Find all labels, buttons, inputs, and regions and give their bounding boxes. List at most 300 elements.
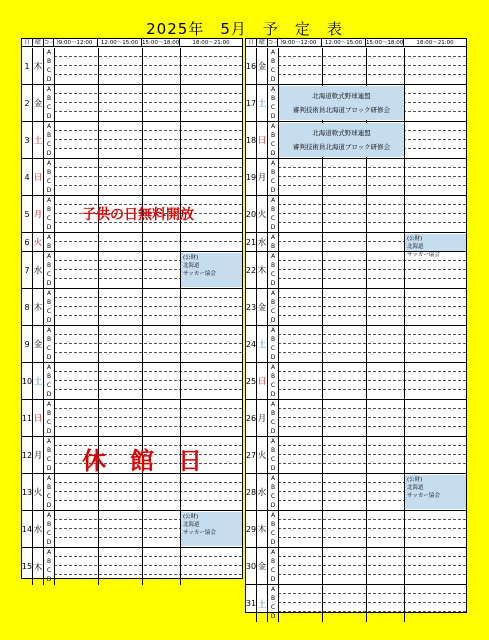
day-row [246, 289, 466, 326]
page-title: 2025年 5月 予 定 表 [146, 20, 343, 38]
note-line: サッカー協会 [407, 252, 440, 258]
court-label: C [270, 567, 276, 574]
court-label: B [270, 484, 276, 491]
court-label: A [46, 475, 52, 482]
court-label: D [46, 280, 52, 287]
column-divider [54, 159, 55, 195]
column-divider [278, 511, 279, 547]
column-divider [142, 511, 143, 547]
court-divider [278, 611, 466, 612]
court-label: C [270, 604, 276, 611]
column-divider [98, 548, 99, 585]
column-divider [322, 548, 323, 584]
court-divider [278, 306, 466, 307]
court-label: A [270, 475, 276, 482]
court-label: D [270, 613, 276, 620]
court-label: B [270, 132, 276, 139]
column-divider [322, 196, 323, 232]
day-number: 4 [22, 159, 33, 195]
column-divider [180, 548, 181, 585]
court-divider [278, 537, 466, 538]
column-divider [54, 437, 55, 473]
court-label: A [46, 234, 52, 241]
day-number: 25 [246, 363, 257, 399]
court-divider [278, 463, 466, 464]
column-divider [54, 122, 55, 158]
column-divider [322, 400, 323, 436]
column-divider [322, 48, 323, 84]
court-divider [278, 602, 466, 603]
day-number: 13 [22, 474, 33, 510]
header-cell: 15:00～18:00 [366, 40, 404, 46]
court-divider [54, 343, 242, 344]
day-number: 22 [246, 252, 257, 288]
court-label: A [46, 549, 52, 556]
day-number: 29 [246, 511, 257, 547]
column-divider [54, 48, 55, 84]
column-divider [54, 289, 55, 325]
day-number: 27 [246, 437, 257, 473]
day-number: 24 [246, 326, 257, 362]
court-label: D [46, 354, 52, 361]
weekday-label: 火 [257, 196, 268, 232]
column-divider [142, 474, 143, 510]
column-divider [366, 48, 367, 84]
day-row [22, 326, 242, 363]
column-divider [404, 585, 405, 622]
court-label: B [46, 243, 52, 250]
header-cell: 9:00～12:00 [278, 39, 322, 47]
court-label: A [270, 123, 276, 130]
column-divider [54, 474, 55, 510]
note-line: (公財) [407, 477, 423, 483]
note-line: 北海道軟式野球連盟 [312, 129, 371, 137]
court-label: A [270, 160, 276, 167]
day-row [246, 548, 466, 585]
weekday-label: 水 [257, 233, 268, 251]
column-divider [142, 85, 143, 121]
court-divider [54, 185, 242, 186]
column-divider [278, 196, 279, 232]
court-label: A [46, 438, 52, 445]
court-label: D [270, 113, 276, 120]
court-label: C [46, 382, 52, 389]
day-row [22, 122, 242, 159]
weekday-label: 日 [257, 363, 268, 399]
column-divider [366, 233, 367, 251]
day-row [22, 233, 242, 252]
court-label: C [270, 104, 276, 111]
court-label: C [270, 530, 276, 537]
court-label: B [46, 410, 52, 417]
column-divider [322, 585, 323, 622]
court-label: C [46, 530, 52, 537]
court-divider [54, 426, 242, 427]
court-label: B [270, 336, 276, 343]
court-divider [278, 556, 466, 557]
court-divider [54, 111, 242, 112]
court-label: A [270, 49, 276, 56]
court-label: D [270, 354, 276, 361]
note-line: サッカー協会 [183, 530, 216, 536]
court-label: A [270, 512, 276, 519]
table-header [246, 39, 466, 47]
court-label: A [46, 197, 52, 204]
court-divider [278, 334, 466, 335]
header-cell: 15:00～18:00 [142, 40, 180, 46]
court-label: C [270, 345, 276, 352]
court-label: B [46, 336, 52, 343]
court-label: A [46, 123, 52, 130]
day-row [22, 85, 242, 122]
header-cell: 曜 [33, 39, 44, 47]
court-label: B [46, 95, 52, 102]
court-divider [278, 74, 466, 75]
column-divider [54, 400, 55, 436]
header-cell: 日 [22, 39, 33, 47]
court-label: D [270, 391, 276, 398]
column-divider [366, 159, 367, 195]
court-label: B [46, 58, 52, 65]
column-divider [322, 437, 323, 473]
column-divider [322, 474, 323, 510]
court-label: D [46, 317, 52, 324]
column-divider [322, 159, 323, 195]
day-number: 14 [22, 511, 33, 547]
column-divider [404, 326, 405, 362]
court-divider [54, 102, 242, 103]
column-divider [98, 289, 99, 325]
weekday-label: 月 [257, 159, 268, 195]
note-line: 北海道軟式野球連盟 [312, 92, 371, 100]
column-divider [404, 548, 405, 584]
court-label: A [270, 327, 276, 334]
header-cell: 18:00～21:00 [416, 40, 454, 46]
court-divider [278, 222, 466, 223]
court-label: B [270, 447, 276, 454]
column-divider [366, 252, 367, 288]
column-divider [366, 326, 367, 362]
column-divider [366, 400, 367, 436]
column-divider [366, 196, 367, 232]
column-divider [98, 159, 99, 195]
day-row [246, 437, 466, 474]
court-label: B [46, 132, 52, 139]
court-label: D [270, 502, 276, 509]
column-divider [278, 289, 279, 325]
court-divider [54, 371, 242, 372]
court-divider [54, 574, 242, 575]
court-divider [278, 352, 466, 353]
column-divider [322, 289, 323, 325]
soccer-association-note [405, 234, 466, 258]
weekday-label: 月 [33, 196, 44, 232]
column-divider [142, 400, 143, 436]
court-label: A [46, 512, 52, 519]
day-number: 17 [246, 85, 257, 121]
court-label: B [270, 558, 276, 565]
baseball-seminar-note [279, 123, 404, 157]
court-label: A [46, 253, 52, 260]
baseball-seminar-note [279, 86, 404, 120]
court-label: B [270, 373, 276, 380]
court-divider [278, 213, 466, 214]
note-line: 北海道 [183, 263, 200, 269]
column-divider [404, 252, 405, 288]
column-divider [322, 233, 323, 251]
column-divider [278, 326, 279, 362]
note-line: サッカー協会 [407, 493, 440, 499]
column-divider [98, 122, 99, 158]
column-divider [98, 400, 99, 436]
day-number: 26 [246, 400, 257, 436]
court-label: B [270, 58, 276, 65]
court-label: D [270, 317, 276, 324]
court-divider [278, 260, 466, 261]
column-divider [142, 363, 143, 399]
court-divider [278, 445, 466, 446]
day-row [246, 159, 466, 196]
weekday-label: 水 [33, 252, 44, 288]
court-divider [54, 167, 242, 168]
court-label: C [270, 178, 276, 185]
column-divider [278, 159, 279, 195]
weekday-label: 木 [257, 511, 268, 547]
court-label: D [270, 280, 276, 287]
court-label: B [46, 262, 52, 269]
header-cell: 18:00～21:00 [192, 40, 230, 46]
column-divider [366, 363, 367, 399]
column-divider [278, 363, 279, 399]
header-cell: コート [268, 40, 285, 46]
court-label: C [46, 271, 52, 278]
court-label: B [270, 169, 276, 176]
court-divider [278, 204, 466, 205]
weekday-label: 木 [33, 48, 44, 84]
court-divider [54, 565, 242, 566]
court-label: C [46, 308, 52, 315]
court-label: D [270, 150, 276, 157]
note-line: (公財) [183, 514, 199, 520]
note-line: 審判技術員北海道ブロック研修会 [292, 143, 391, 151]
column-divider [278, 233, 279, 251]
court-label: B [46, 299, 52, 306]
column-divider [142, 233, 143, 251]
weekday-label: 月 [33, 437, 44, 473]
day-row [22, 474, 242, 511]
court-divider [278, 528, 466, 529]
day-number: 28 [246, 474, 257, 510]
note-line: 審判技術員北海道ブロック研修会 [292, 106, 391, 114]
weekday-label: 木 [33, 548, 44, 585]
column-divider [180, 85, 181, 121]
day-row [22, 400, 242, 437]
court-label: D [270, 465, 276, 472]
day-row [22, 48, 242, 85]
column-divider [180, 474, 181, 510]
day-number: 7 [22, 252, 33, 288]
court-divider [278, 185, 466, 186]
column-divider [404, 511, 405, 547]
court-label: A [270, 234, 276, 241]
court-divider [54, 297, 242, 298]
court-divider [54, 556, 242, 557]
column-divider [142, 548, 143, 585]
column-divider [142, 326, 143, 362]
court-divider [278, 278, 466, 279]
soccer-association-note [181, 512, 242, 546]
column-divider [142, 252, 143, 288]
court-label: B [270, 243, 276, 250]
note-line: 北海道 [183, 522, 200, 528]
day-number: 2 [22, 85, 33, 121]
court-label: B [270, 95, 276, 102]
court-label: D [46, 113, 52, 120]
court-divider [278, 297, 466, 298]
header-cell: 曜 [257, 39, 268, 47]
court-label: B [270, 262, 276, 269]
court-label: C [270, 456, 276, 463]
column-divider [54, 548, 55, 585]
column-divider [404, 400, 405, 436]
weekday-label: 金 [33, 85, 44, 121]
court-label: D [270, 539, 276, 546]
court-divider [54, 139, 242, 140]
column-divider [404, 289, 405, 325]
court-label: B [270, 410, 276, 417]
table-header [22, 39, 242, 47]
court-label: A [46, 86, 52, 93]
court-divider [278, 593, 466, 594]
column-divider [278, 252, 279, 288]
court-divider [54, 93, 242, 94]
court-divider [54, 148, 242, 149]
court-divider [278, 389, 466, 390]
court-divider [54, 482, 242, 483]
court-divider [278, 176, 466, 177]
day-row [246, 400, 466, 437]
weekday-label: 木 [257, 252, 268, 288]
court-label: C [46, 567, 52, 574]
weekday-label: 土 [33, 363, 44, 399]
column-divider [366, 548, 367, 584]
weekday-label: 日 [33, 400, 44, 436]
column-divider [54, 511, 55, 547]
day-number: 15 [22, 548, 33, 585]
court-label: D [46, 391, 52, 398]
column-divider [54, 326, 55, 362]
court-label: C [46, 178, 52, 185]
court-label: C [46, 67, 52, 74]
day-number: 19 [246, 159, 257, 195]
court-divider [54, 306, 242, 307]
court-label: B [46, 484, 52, 491]
weekday-label: 金 [257, 548, 268, 584]
schedule-table-right [245, 38, 467, 620]
schedule-table-left [21, 38, 243, 583]
court-label: C [46, 456, 52, 463]
weekday-label: 日 [257, 122, 268, 158]
weekday-label: 金 [33, 326, 44, 362]
header-cell: 9:00～12:00 [54, 39, 98, 47]
day-number: 18 [246, 122, 257, 158]
court-divider [278, 454, 466, 455]
court-label: A [46, 327, 52, 334]
court-divider [278, 519, 466, 520]
column-divider [98, 85, 99, 121]
court-label: A [46, 401, 52, 408]
weekday-label: 木 [33, 289, 44, 325]
court-label: B [270, 206, 276, 213]
court-label: D [46, 465, 52, 472]
day-number: 20 [246, 196, 257, 232]
column-divider [366, 474, 367, 510]
column-divider [98, 511, 99, 547]
court-divider [54, 491, 242, 492]
court-label: C [270, 382, 276, 389]
court-divider [278, 56, 466, 57]
column-divider [404, 159, 405, 195]
weekday-label: 火 [33, 474, 44, 510]
court-label: D [46, 502, 52, 509]
court-divider [54, 389, 242, 390]
day-row [246, 511, 466, 548]
header-cell: 日 [246, 39, 257, 47]
court-divider [54, 352, 242, 353]
column-divider [54, 85, 55, 121]
court-divider [278, 343, 466, 344]
court-divider [54, 74, 242, 75]
court-label: A [270, 549, 276, 556]
court-divider [278, 574, 466, 575]
day-number: 8 [22, 289, 33, 325]
court-divider [278, 315, 466, 316]
column-divider [98, 252, 99, 288]
column-divider [54, 363, 55, 399]
weekday-label: 火 [33, 233, 44, 251]
column-divider [180, 159, 181, 195]
column-divider [180, 400, 181, 436]
column-divider [278, 400, 279, 436]
weekday-label: 土 [33, 122, 44, 158]
court-divider [278, 371, 466, 372]
court-label: D [270, 576, 276, 583]
header-cell: 12:00～15:00 [98, 39, 142, 47]
court-divider [278, 426, 466, 427]
day-row [246, 48, 466, 85]
column-divider [142, 289, 143, 325]
court-label: C [270, 67, 276, 74]
court-divider [278, 65, 466, 66]
column-divider [142, 122, 143, 158]
header-cell: コート [44, 40, 61, 46]
court-label: D [270, 187, 276, 194]
court-label: A [270, 401, 276, 408]
court-label: B [270, 521, 276, 528]
weekday-label: 火 [257, 437, 268, 473]
court-label: C [46, 419, 52, 426]
column-divider [366, 585, 367, 622]
note-line: サッカー協会 [183, 271, 216, 277]
note-line: 北海道 [407, 244, 424, 250]
court-label: C [270, 419, 276, 426]
court-label: A [270, 290, 276, 297]
day-number: 6 [22, 233, 33, 251]
day-number: 5 [22, 196, 33, 232]
court-label: A [270, 197, 276, 204]
weekday-label: 土 [257, 85, 268, 121]
court-label: D [270, 428, 276, 435]
